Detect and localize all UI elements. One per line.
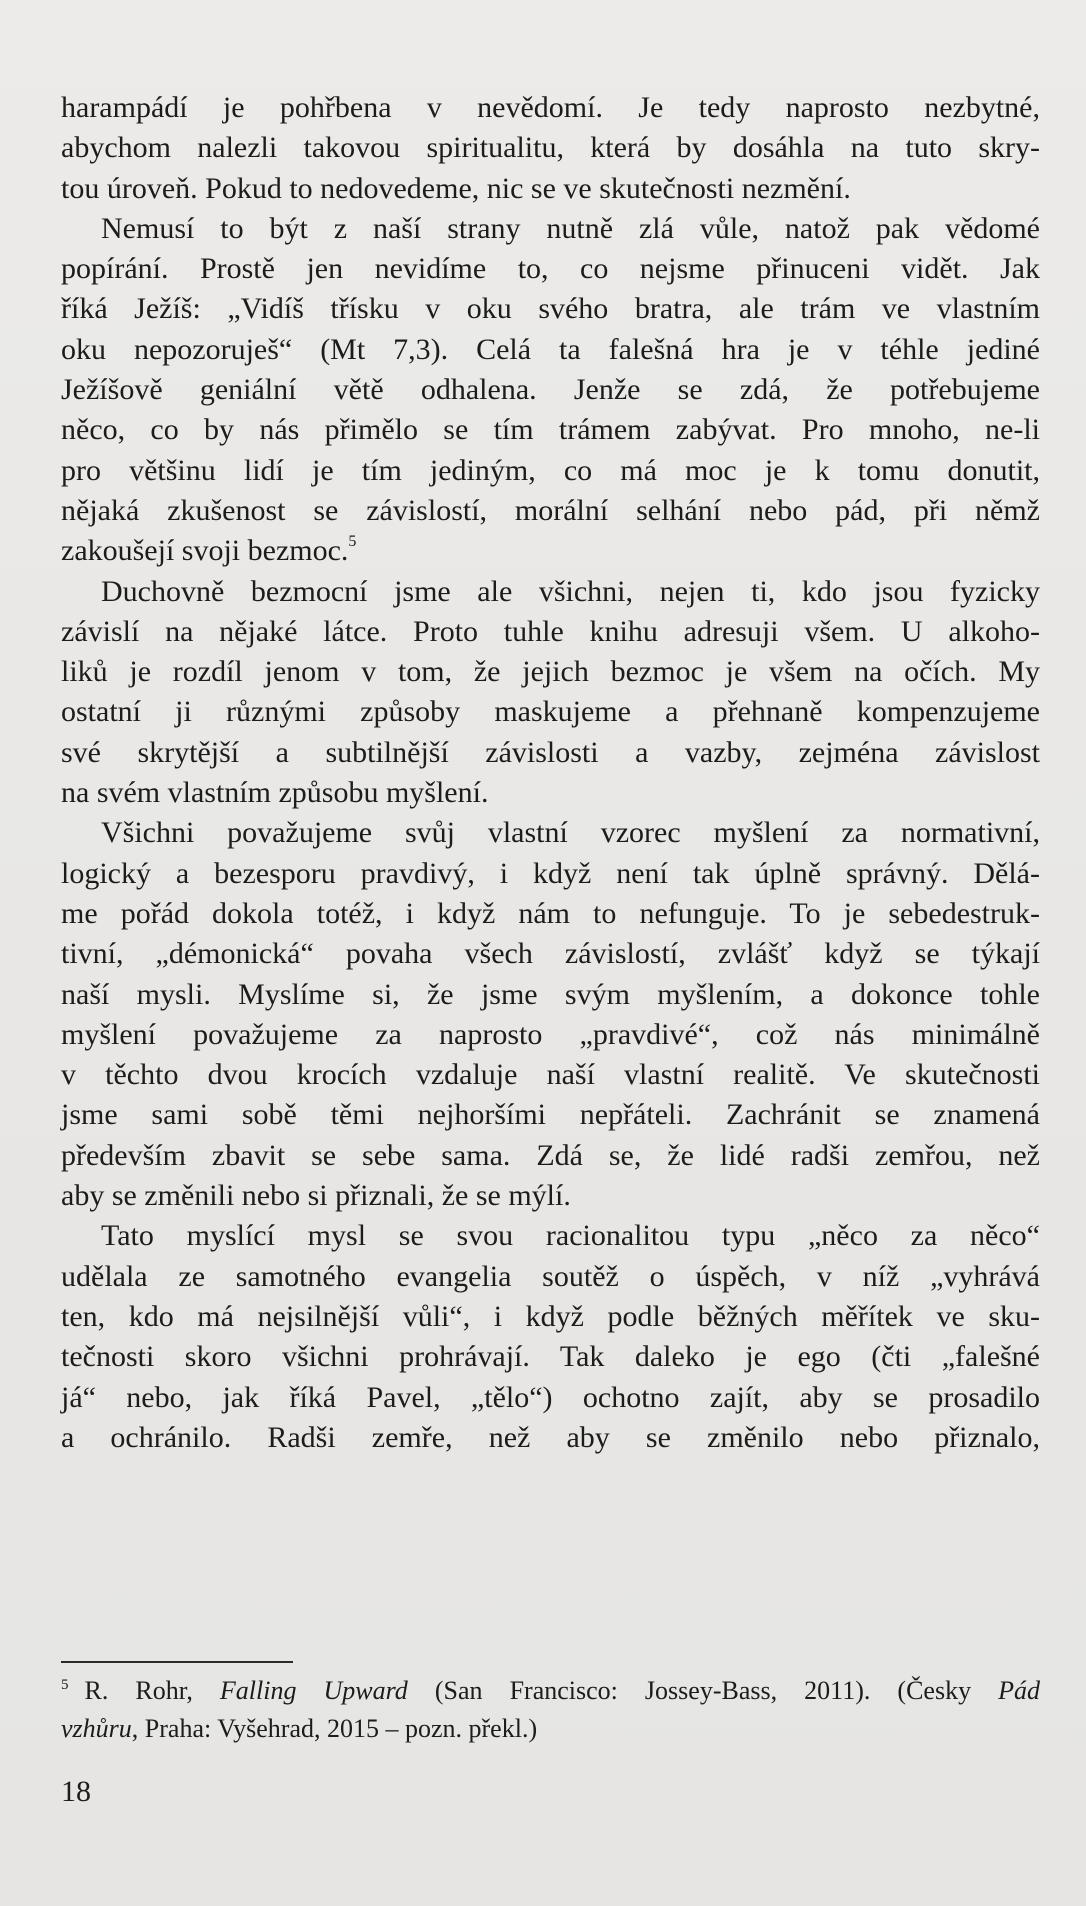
text-line: své skrytější a subtilnější závislosti a vazby, zejména závislost [61, 735, 1040, 769]
text-line: aby se změnili nebo si přiznali, že se mýlí. [61, 1179, 571, 1213]
text-line: Duchovně bezmocní jsme ale všichni, nejen ti, kdo jsou fyzicky [101, 574, 1040, 608]
text-line: Ježíšově geniální větě odhalena. Jenže se zdá, že potřebujeme [61, 373, 1040, 407]
text-line: naší mysli. Myslíme si, že jsme svým myšlením, a dokonce tohle [61, 977, 1040, 1011]
text-line: abychom nalezli takovou spiritualitu, která by dosáhla na tuto skry- [61, 131, 1040, 165]
text-line: ten, kdo má nejsilnější vůli“, i když podle běžných měřítek ve sku- [61, 1299, 1040, 1333]
footnote-text: , Praha: Vyšehrad, 2015 – pozn. překl.) [131, 1714, 538, 1743]
footnote-text: (San Francisco: Jossey-Bass, 2011). (Česky [407, 1676, 999, 1705]
text-line: tou úroveň. Pokud to nedovedeme, nic se ve skutečnosti nezmění. [61, 171, 851, 205]
footnote-line [61, 1710, 1040, 1748]
text-line: v těchto dvou krocích vzdaluje naší vlastní realitě. Ve skutečnosti [61, 1058, 1040, 1092]
text-line: tečnosti skoro všichni prohrávají. Tak daleko je ego (čti „falešné [61, 1340, 1040, 1374]
footnote-divider [61, 1661, 293, 1663]
text-line: na svém vlastním způsobu myšlení. [61, 776, 489, 810]
text-line: liků je rozdíl jenom v tom, že jejich bezmoc je všem na očích. My [61, 655, 1040, 689]
text-line: Tato myslící mysl se svou racionalitou typu „něco za něco“ [101, 1219, 1040, 1253]
footnote-reference[interactable]: 5 [348, 533, 357, 551]
text-line: ostatní ji různými způsoby maskujeme a přehnaně kompenzujeme [61, 695, 1040, 729]
text-line: něco, co by nás přimělo se tím trámem zabývat. Pro mnoho, ne-li [61, 413, 1040, 447]
text-line [61, 531, 1040, 571]
text-line: tivní, „démonická“ povaha všech závislostí, zvlášť když se týkají [61, 937, 1040, 971]
text-line: především zbavit se sebe sama. Zdá se, že lidé radši zemřou, než [61, 1138, 1040, 1172]
text-line: závislí na nějaké látce. Proto tuhle knihu adresuji všem. U alkoho- [61, 614, 1040, 648]
text-line: pro většinu lidí je tím jediným, co má moc je k tomu donutit, [61, 453, 1040, 487]
text-line: logický a bezesporu pravdivý, i když není tak úplně správný. Dělá- [61, 856, 1040, 890]
text-line: harampádí je pohřbena v nevědomí. Je tedy naprosto nezbytné, [61, 91, 1040, 124]
footnote [61, 1672, 1040, 1748]
text-line: já“ nebo, jak říká Pavel, „tělo“) ochotno zajít, aby se prosadilo [61, 1380, 1040, 1414]
text-line: jsme sami sobě těmi nejhoršími nepřáteli. Zachránit se znamená [61, 1098, 1040, 1132]
text-line: říká Ježíš: „Vidíš třísku v oku svého bratra, ale trám ve vlastním [61, 292, 1040, 326]
page-number: 18 [61, 1775, 91, 1808]
footnote-line [61, 1672, 1040, 1710]
text-line: Všichni považujeme svůj vlastní vzorec myšlení za normativní, [101, 816, 1040, 850]
footnote-translation-title: vzhůru [61, 1714, 132, 1743]
text-line-content: zakoušejí svoji bezmoc. [61, 534, 349, 568]
text-line: a ochránilo. Radši zemře, než aby se změnilo nebo přiznalo, [61, 1420, 1040, 1454]
text-line: popírání. Prostě jen nevidíme to, co nejsme přinuceni vidět. Jak [61, 252, 1040, 286]
footnote-book-title: Falling Upward [219, 1676, 408, 1705]
text-line: myšlení považujeme za naprosto „pravdivé“, což nás minimálně [61, 1017, 1040, 1051]
footnote-text: R. Rohr, [84, 1676, 220, 1705]
text-line: oku nepozoruješ“ (Mt 7,3). Celá ta falešná hra je v téhle jediné [61, 332, 1040, 366]
main-text [61, 88, 1040, 1458]
text-line: me pořád dokola totéž, i když nám to nefunguje. To je sebedestruk- [61, 896, 1040, 930]
text-line: nějaká zkušenost se závislostí, morální selhání nebo pád, při němž [61, 493, 1040, 527]
footnote-translation-title: Pád [998, 1676, 1041, 1705]
footnote-number: 5 [61, 1677, 69, 1693]
text-line: Nemusí to být z naší strany nutně zlá vůle, natož pak vědomé [101, 211, 1040, 245]
text-line: udělala ze samotného evangelia soutěž o úspěch, v níž „vyhrává [61, 1259, 1040, 1293]
